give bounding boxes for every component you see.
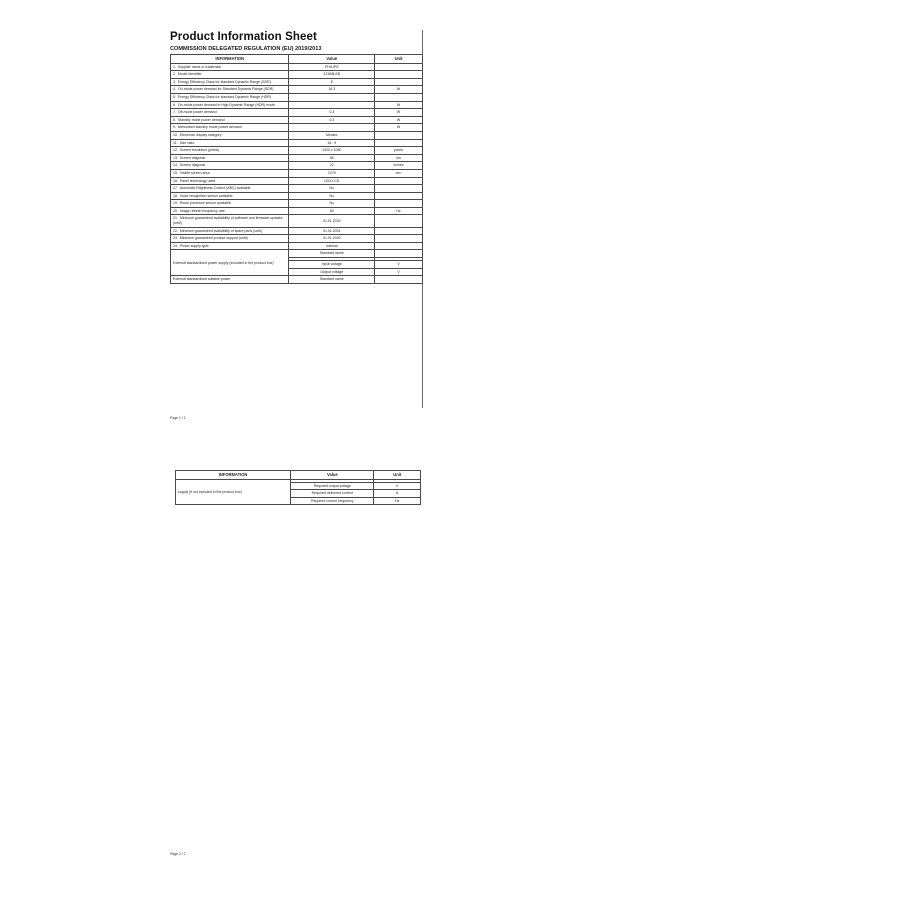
psu-included-sub-unit: V: [375, 268, 423, 276]
table-row-psu-suitable: [171, 276, 423, 284]
row-unit: [375, 242, 423, 250]
row-label: 6. On-mode power demand in High Dynamic Range (HDR) mode: [171, 101, 289, 109]
row-label: 19. Room presence sensor available: [171, 200, 289, 208]
column-header-information: INFORMATION: [171, 55, 289, 64]
row-unit: [375, 139, 423, 147]
row-value: 01.01.2030: [289, 235, 375, 243]
row-value: [289, 101, 375, 109]
psu-included-sub-output-voltage: Output voltage: [289, 268, 375, 276]
table-row: [171, 101, 423, 109]
row-label: 14. Screen diagonal: [171, 162, 289, 170]
row-unit: [375, 185, 423, 193]
table-row: [171, 227, 423, 235]
row-label: 18. Voice recognition sensor available: [171, 192, 289, 200]
row-value: 60: [289, 207, 375, 215]
row-value: 0.3: [289, 109, 375, 117]
psu-suitable-sub-unit: A: [374, 490, 421, 498]
row-label: 8. Standby mode power demand: [171, 116, 289, 124]
table-row-psu-included: [171, 250, 423, 258]
table-row: [171, 63, 423, 71]
row-unit: [375, 93, 423, 101]
row-value: 55: [289, 154, 375, 162]
row-value: 16 : 9: [289, 139, 375, 147]
row-unit: [375, 235, 423, 243]
table-row: [171, 109, 423, 117]
table-row: [171, 71, 423, 79]
row-label: 3. Energy Efficiency Class for standard Dynamic Range (SDR): [171, 78, 289, 86]
row-unit: cm²: [375, 169, 423, 177]
column-header-unit: Unit: [374, 471, 421, 480]
row-unit: inches: [375, 162, 423, 170]
row-value: 01.01.2031: [289, 227, 375, 235]
product-information-sheet-page-1: [170, 30, 423, 284]
table-header-row: [176, 471, 421, 480]
table-row: [171, 207, 423, 215]
row-label: 4. On-mode power demand for Standard Dynamic Range (SDR): [171, 86, 289, 94]
page-title: Product Information Sheet: [170, 31, 317, 43]
table-row: [171, 147, 423, 155]
row-label: 22. Minimum guaranteed availability of spare parts (until): [171, 227, 289, 235]
table-row: [171, 139, 423, 147]
psu-suitable-sub-required-output-voltage: Required output voltage: [291, 482, 374, 490]
row-value: Monitor: [289, 131, 375, 139]
psu-suitable-label: External standardised suitable power: [171, 276, 289, 284]
psu-included-sub-standard-name: Standard name: [289, 250, 375, 258]
product-information-table-page-2: [175, 470, 421, 505]
row-label: 23. Minimum guaranteed product support (until): [171, 235, 289, 243]
row-value: 01.01.2030: [289, 215, 375, 227]
row-label: 5. Energy Efficiency Class for standard Dynamic Range (HDR): [171, 93, 289, 101]
column-header-value: Value: [289, 55, 375, 64]
row-value: 1279: [289, 169, 375, 177]
table-row: [171, 154, 423, 162]
row-unit: W: [375, 116, 423, 124]
page-2-footer: Page 2 / 2: [170, 852, 186, 856]
row-label: 11. Size ratio: [171, 139, 289, 147]
row-value: No: [289, 192, 375, 200]
row-value: [289, 93, 375, 101]
table-row: [171, 177, 423, 185]
table-row: [171, 215, 423, 227]
row-label: 16. Panel technology used: [171, 177, 289, 185]
table-row: [171, 162, 423, 170]
row-unit: cm: [375, 154, 423, 162]
column-header-information: INFORMATION: [176, 471, 291, 480]
row-value: No: [289, 185, 375, 193]
row-value: No: [289, 200, 375, 208]
row-unit: [375, 177, 423, 185]
table-row: [171, 235, 423, 243]
row-value: PHILIPS: [289, 63, 375, 71]
product-information-sheet-page-2: [175, 470, 421, 505]
row-label: 2. Model identifier: [171, 71, 289, 79]
row-value: LED-LCD: [289, 177, 375, 185]
row-unit: W: [375, 109, 423, 117]
product-information-table-page-1: [170, 54, 423, 284]
table-row: [171, 116, 423, 124]
table-row: [171, 185, 423, 193]
table-row: [171, 192, 423, 200]
psu-suitable-sub-standard-name: Standard name: [289, 276, 375, 284]
row-label: 12. Screen resolution (pixels): [171, 147, 289, 155]
psu-suitable-sub-required-current-frequency: Required current frequency: [291, 497, 374, 505]
row-label: 1. Supplier name or trademark: [171, 63, 289, 71]
psu-included-sub-unit: V: [375, 261, 423, 269]
row-label: 10. Electronic display category: [171, 131, 289, 139]
row-unit: [375, 71, 423, 79]
row-unit: [375, 63, 423, 71]
row-unit: [375, 131, 423, 139]
table-header-row: [171, 55, 423, 64]
row-unit: W: [375, 124, 423, 132]
table-row: [171, 93, 423, 101]
row-label: 20. Image refresh frequency rate: [171, 207, 289, 215]
psu-suitable-sub-unit: Hz: [374, 497, 421, 505]
row-label: 9. Networked standby mode power demand: [171, 124, 289, 132]
psu-suitable-label-continued: supply (if not included in the product box): [176, 479, 291, 505]
row-label: 21. Minimum guaranteed availability of software and firmware updates (until): [171, 215, 289, 227]
row-label: 17. Automatic Brightness Control (ABC) available: [171, 185, 289, 193]
regulation-subtitle: COMMISSION DELEGATED REGULATION (EU) 2019/2013: [170, 46, 322, 52]
psu-included-label: External standardised power supply (included in the product box): [171, 250, 289, 276]
column-header-value: Value: [291, 471, 374, 480]
row-value: Internal: [289, 242, 375, 250]
row-unit: W: [375, 101, 423, 109]
row-value: [289, 124, 375, 132]
row-value: 22: [289, 162, 375, 170]
row-value: 0.3: [289, 116, 375, 124]
row-value: 221B8LEB: [289, 71, 375, 79]
table-row: [171, 131, 423, 139]
row-unit: [375, 215, 423, 227]
table-row: [171, 78, 423, 86]
psu-included-sub-input-voltage: Input voltage: [289, 261, 375, 269]
page-1-footer: Page 1 / 2: [170, 416, 186, 420]
row-value: 1920 x 1080: [289, 147, 375, 155]
row-unit: Hz: [375, 207, 423, 215]
table-row: [171, 124, 423, 132]
row-unit: [375, 78, 423, 86]
psu-suitable-sub-required-delivered-current: Required delivered current: [291, 490, 374, 498]
row-value: E: [289, 78, 375, 86]
row-label: 24. Power supply type:: [171, 242, 289, 250]
psu-included-sub-unit: [375, 250, 423, 258]
table-row: [171, 169, 423, 177]
row-label: 15. Visible screen area: [171, 169, 289, 177]
table-row: [171, 242, 423, 250]
row-unit: [375, 192, 423, 200]
column-header-unit: Unit: [375, 55, 423, 64]
row-unit: W: [375, 86, 423, 94]
table-row: [171, 200, 423, 208]
row-label: 7. Off-mode power demand: [171, 109, 289, 117]
row-value: 16.3: [289, 86, 375, 94]
row-unit: [375, 200, 423, 208]
row-label: 13. Screen diagonal: [171, 154, 289, 162]
psu-suitable-sub-unit: V: [374, 482, 421, 490]
table-row: [171, 86, 423, 94]
row-unit: [375, 227, 423, 235]
psu-suitable-sub-unit: [375, 276, 423, 284]
row-unit: pixels: [375, 147, 423, 155]
